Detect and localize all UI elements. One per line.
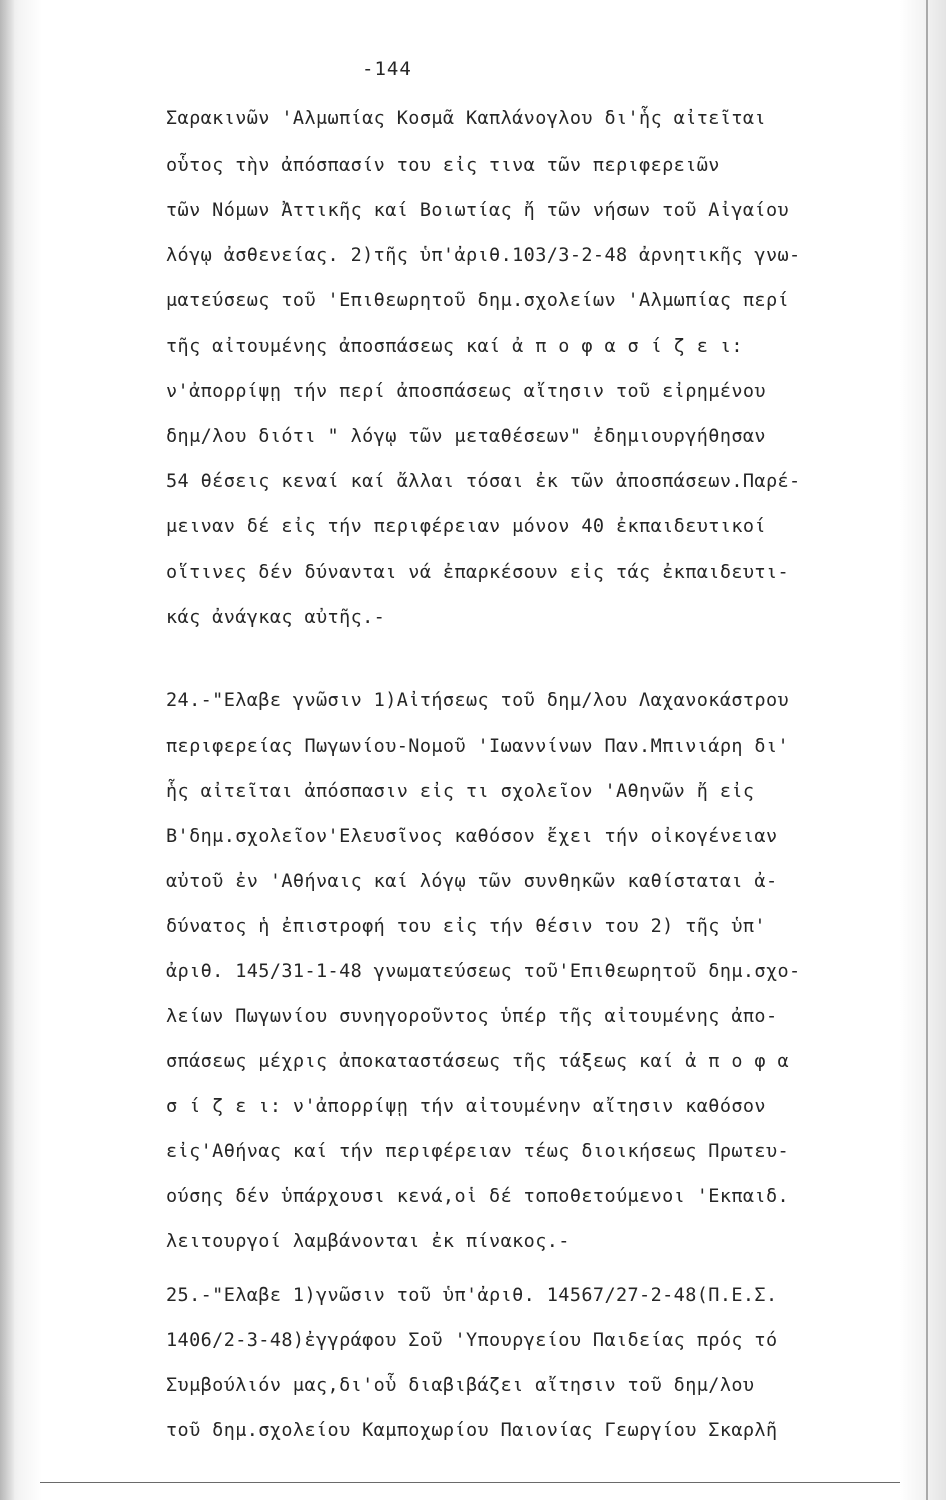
text-line: τῶν Νόμων Ἀττικῆς καί Βοιωτίας ἤ τῶν νήσων τοῦ Αἰγαίου [166, 200, 790, 221]
text-line: τῆς αἰτουμένης ἀποσπάσεως καί ἀ π ο φ α σ ί ζ ε ι: [166, 336, 743, 357]
text-line: δύνατος ἡ ἐπιστροφή του εἰς τήν θέσιν του 2) τῆς ὑπ' [166, 916, 766, 937]
page-bottom-rule [40, 1482, 900, 1483]
text-line: ματεύσεως τοῦ 'Επιθεωρητοῦ δημ.σχολείων 'Αλμωπίας περί [166, 290, 790, 311]
text-line: τοῦ δημ.σχολείου Καμποχωρίου Παιονίας Γεωργίου Σκαρλῆ [166, 1420, 778, 1441]
text-line: αὐτοῦ ἐν 'Αθήναις καί λόγῳ τῶν συνθηκῶν καθίσταται ἀ- [166, 871, 778, 892]
text-line: εἰς'Αθήνας καί τήν περιφέρειαν τέως διοικήσεως Πρωτευ- [166, 1141, 790, 1162]
text-line: οὗτος τὴν ἀπόσπασίν του εἰς τινα τῶν περιφερειῶν [166, 155, 720, 176]
text-line: σπάσεως μέχρις ἀποκαταστάσεως τῆς τάξεως καί ἀ π ο φ α [166, 1051, 790, 1072]
page-shadow-left [0, 0, 14, 1500]
text-line: λείων Πωγωνίου συνηγοροῦντος ὑπέρ τῆς αἰτουμένης ἀπο- [166, 1006, 778, 1027]
text-line: ἀριθ. 145/31-1-48 γνωματεύσεως τοῦ'Επιθεωρητοῦ δημ.σχο- [166, 961, 801, 982]
text-line: 1406/2-3-48)ἐγγράφου Σοῦ 'Υπουργείου Παιδείας πρός τό [166, 1330, 778, 1351]
text-line: ν'ἀπορρίψῃ τήν περί ἀποσπάσεως αἴτησιν τοῦ εἰρημένου [166, 381, 766, 402]
page-number: -144 [362, 58, 412, 80]
text-line: λόγῳ ἀσθενείας. 2)τῆς ὑπ'ἀριθ.103/3-2-48 ἀρνητικῆς γνω- [166, 245, 801, 266]
text-line: περιφερείας Πωγωνίου-Νομοῦ 'Ιωαννίνων Παν.Μπινιάρη δι' [166, 736, 790, 757]
text-line: Συμβούλιόν μας,δι'οὗ διαβιβάζει αἴτησιν τοῦ δημ/λου [166, 1375, 755, 1396]
text-line: σ ί ζ ε ι: ν'ἀπορρίψῃ τήν αἰτουμένην αἴτησιν καθόσον [166, 1096, 766, 1117]
text-line: ἧς αἰτεῖται ἀπόσπασιν εἰς τι σχολεῖον 'Αθηνῶν ἤ εἰς [166, 781, 755, 802]
text-line: 24.-"Ελαβε γνῶσιν 1)Αἰτήσεως τοῦ δημ/λου Λαχανοκάστρου [166, 690, 790, 711]
page-edge-right [926, 0, 928, 1500]
text-line: Β'δημ.σχολεῖον'Ελευσῖνος καθόσον ἔχει τήν οἰκογένειαν [166, 826, 778, 847]
text-line: οἵτινες δέν δύνανται νά ἐπαρκέσουν εἰς τάς ἐκπαιδευτι- [166, 562, 790, 583]
text-line: λειτουργοί λαμβάνονται ἐκ πίνακος.- [166, 1231, 570, 1252]
text-line: κάς ἀνάγκας αὐτῆς.- [166, 607, 386, 628]
text-line: 54 θέσεις κεναί καί ἄλλαι τόσαι ἐκ τῶν ἀποσπάσεων.Παρέ- [166, 471, 801, 492]
text-line: δημ/λου διότι " λόγῳ τῶν μεταθέσεων" ἐδημιουργήθησαν [166, 426, 766, 447]
text-line: 25.-"Ελαβε 1)γνῶσιν τοῦ ὑπ'ἀριθ. 14567/27-2-48(Π.Ε.Σ. [166, 1285, 778, 1306]
text-line: μειναν δέ εἰς τήν περιφέρειαν μόνον 40 ἐκπαιδευτικοί [166, 516, 766, 537]
text-line: ούσης δέν ὑπάρχουσι κενά,οἱ δέ τοποθετούμενοι 'Εκπαιδ. [166, 1186, 790, 1207]
text-line: Σαρακινῶν 'Αλμωπίας Κοσμᾶ Καπλάνογλου δι'ἧς αἰτεῖται [166, 108, 766, 129]
